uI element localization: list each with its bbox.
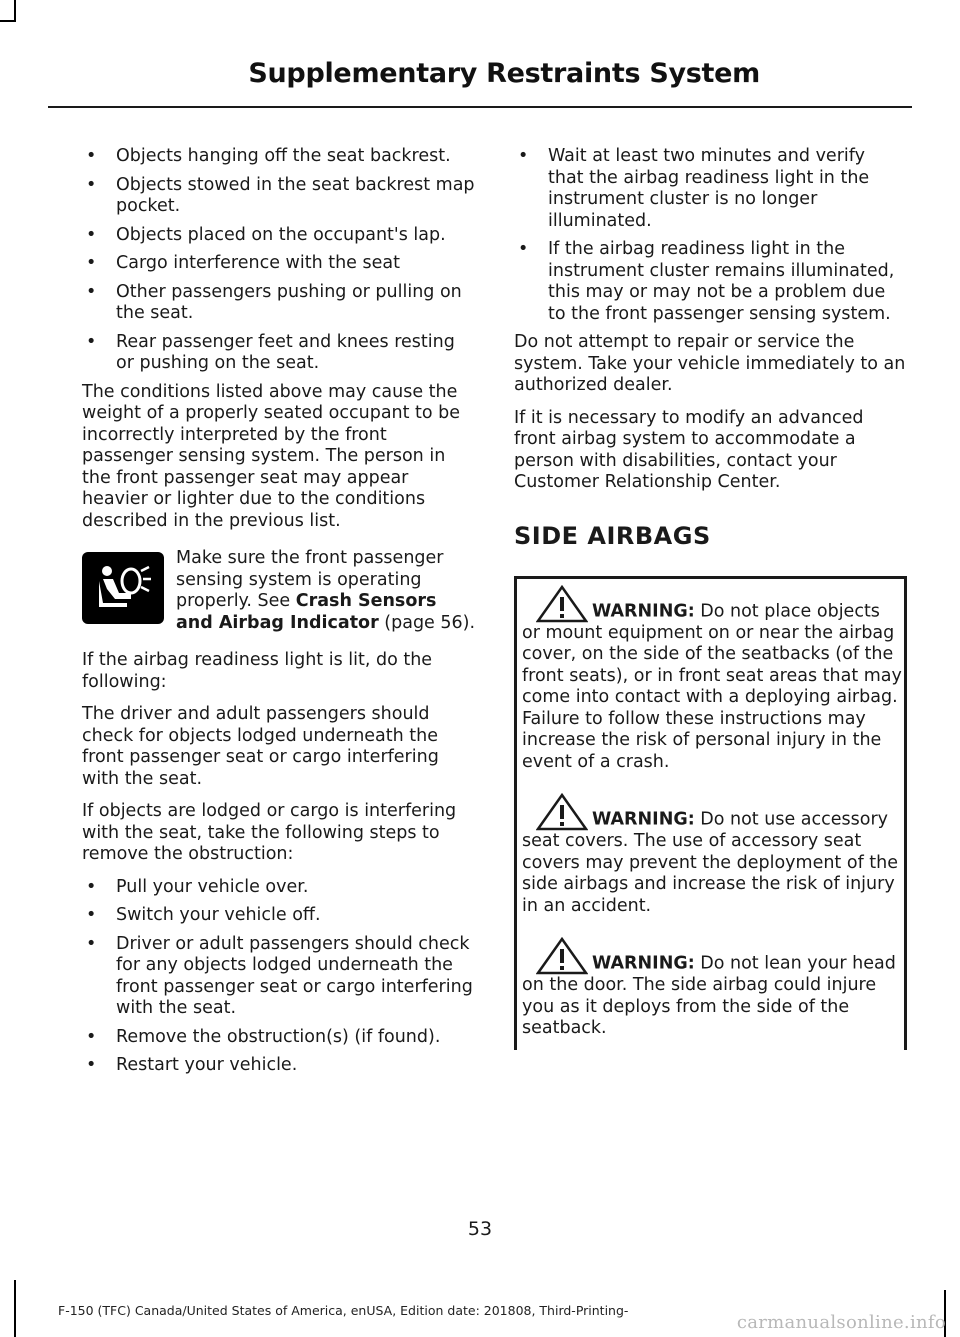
steps-list — [82, 877, 478, 1077]
warning-triangle-icon — [536, 793, 588, 831]
crash-sensors-link[interactable]: Crash Sensors and Airbag Indicator — [176, 591, 437, 633]
list-item: • Remove the obstruction(s) (if found). — [82, 1027, 478, 1049]
list-item: • Switch your vehicle off. — [82, 905, 478, 927]
crop-mark — [14, 0, 16, 20]
airbag-passenger-icon — [82, 552, 164, 624]
list-item: • Restart your vehicle. — [82, 1055, 478, 1077]
paragraph: If objects are lodged or cargo is interfering with the seat, take the following steps to remove the obstruction: — [82, 801, 457, 864]
header-divider — [48, 106, 912, 108]
list-item: • Other passengers pushing or pulling on the seat. — [82, 282, 478, 325]
page-title: Supplementary Restraints System — [248, 58, 760, 89]
warning-item — [522, 937, 902, 1040]
list-item: • Cargo interference with the seat — [82, 253, 478, 275]
airbag-note — [82, 548, 478, 636]
watermark: carmanualsonline.info — [736, 1312, 946, 1333]
warning-label: WARNING: — [592, 953, 695, 974]
warning-triangle-icon — [536, 585, 588, 623]
list-item: • Pull your vehicle over. — [82, 877, 478, 899]
paragraph: Do not attempt to repair or service the system. Take your vehicle immediately to an authorized dealer. — [514, 332, 906, 395]
list-item: • Objects placed on the occupant's lap. — [82, 225, 478, 247]
list-item: • Wait at least two minutes and verify that the airbag readiness light in the instrument cluster is no longer illuminated. — [514, 146, 906, 232]
list-item: • Objects hanging off the seat backrest. — [82, 146, 478, 168]
paragraph: The driver and adult passengers should check for objects lodged underneath the front passenger seat or cargo interfering with the seat. — [82, 704, 439, 789]
paragraph: If it is necessary to modify an advanced front airbag system to accommodate a person with disabilities, contact your Customer Relationship Center. — [514, 407, 864, 492]
verify-list — [514, 146, 906, 325]
list-item: • Driver or adult passengers should check for any objects lodged underneath the front passenger seat or cargo interfering with the seat. — [82, 934, 478, 1020]
warning-item — [522, 793, 902, 917]
conditions-list — [82, 146, 478, 375]
note-text: Make sure the front passenger sensing system is operating properly. See — [176, 548, 444, 611]
warning-triangle-icon — [536, 937, 588, 975]
right-column — [514, 146, 906, 1050]
warning-text: Do not lean your head on the door. The side airbag could injure you as it deploys from the side of the seatback. — [522, 953, 896, 1038]
crop-mark — [14, 1280, 16, 1337]
list-item: • If the airbag readiness light in the instrument cluster remains illuminated, this may or may not be a problem due to the front passenger sensing system. — [514, 239, 906, 325]
paragraph: The conditions listed above may cause the weight of a properly seated occupant to be incorrectly interpreted by the front passenger sensing system. The person in the front passenger seat may appear heavier or lighter due to the conditions described in the previous list. — [82, 381, 461, 531]
edition-footer: F-150 (TFC) Canada/United States of America, enUSA, Edition date: 201808, Third-Printing- — [58, 1303, 629, 1318]
warning-label: WARNING: — [592, 601, 695, 621]
list-item: • Rear passenger feet and knees resting or pushing on the seat. — [82, 332, 478, 375]
list-item: • Objects stowed in the seat backrest map pocket. — [82, 175, 478, 218]
left-column — [82, 146, 478, 1084]
section-heading: SIDE AIRBAGS — [514, 521, 711, 550]
warning-item — [522, 585, 902, 774]
page-number: 53 — [467, 1218, 493, 1240]
crop-mark — [0, 20, 16, 22]
warning-box — [514, 576, 907, 1050]
warning-text: Do not place objects or mount equipment on or near the airbag cover, on the side of the seatbacks (of the front seats), or in front seat areas that may come into contact with a deploying airbag. Failure to follow these instructions may increase the risk of personal injury in the event of a crash. — [522, 601, 902, 772]
paragraph: If the airbag readiness light is lit, do the following: — [82, 650, 433, 692]
warning-text: Do not use accessory seat covers. The use of accessory seat covers may prevent the deployment of the side airbags and increase the risk of injury in an accident. — [522, 809, 899, 916]
page-reference: (page 56). — [378, 612, 476, 633]
warning-label: WARNING: — [592, 809, 695, 830]
